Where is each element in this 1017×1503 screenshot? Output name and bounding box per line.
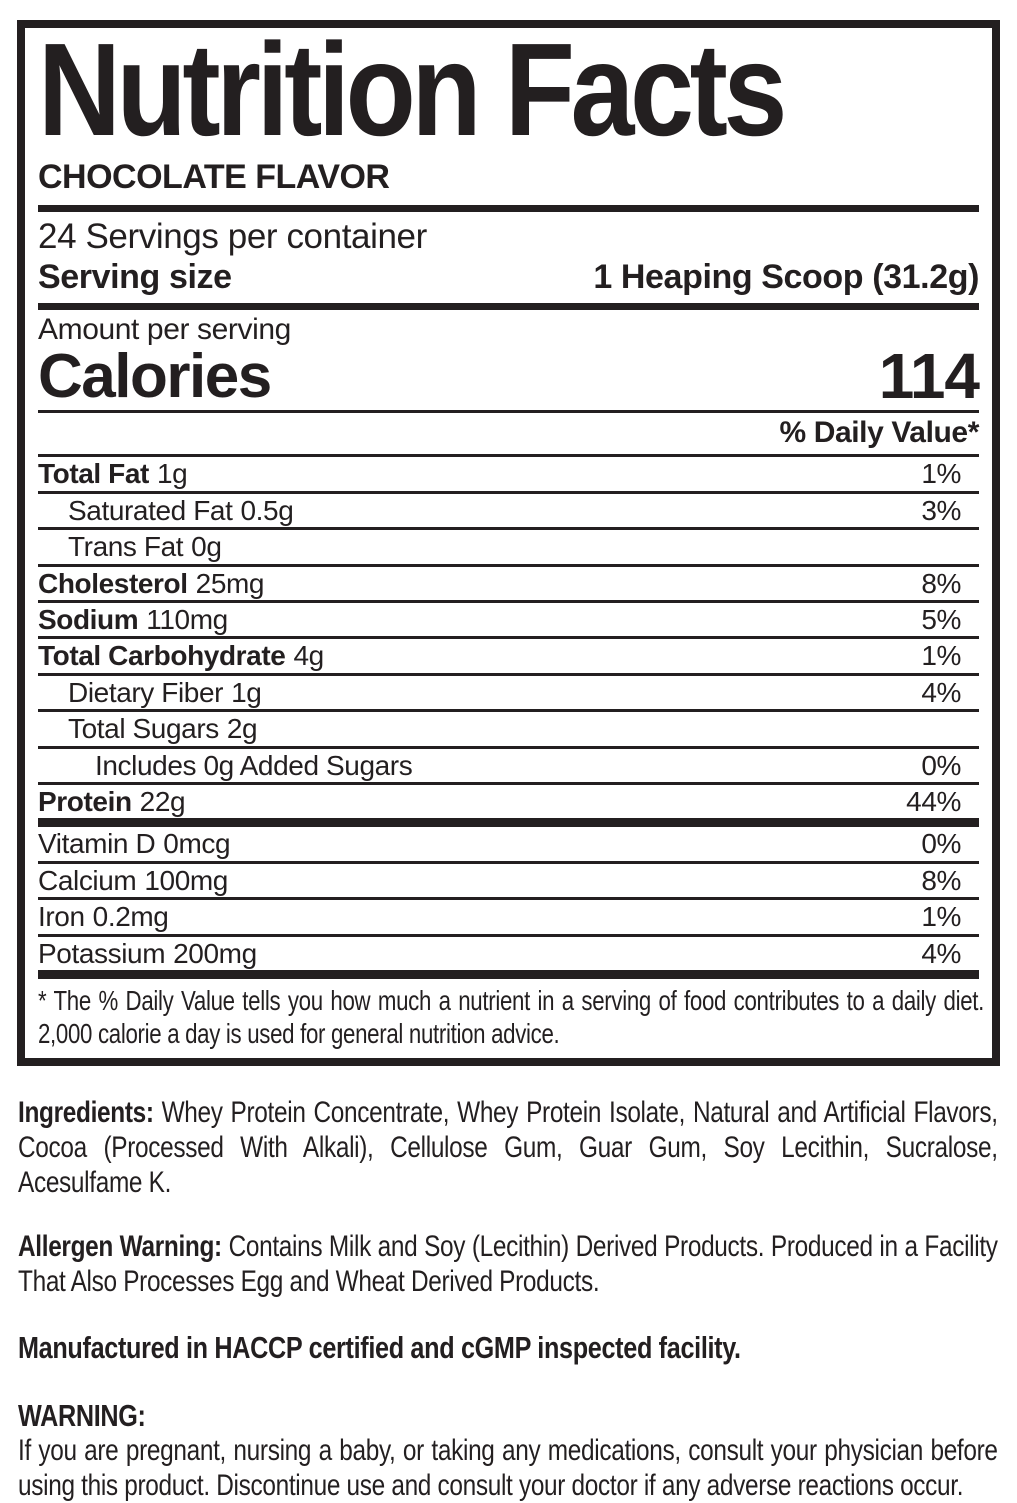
nutrient-dv: 4% bbox=[921, 676, 961, 708]
nutrient-row-total-fat bbox=[38, 457, 979, 493]
vitamin-dv: 4% bbox=[921, 937, 961, 969]
vitamin-row-iron bbox=[38, 900, 979, 936]
ingredients-label: Ingredients: bbox=[18, 1095, 154, 1129]
vitamin-dv: 0% bbox=[921, 828, 961, 860]
manufactured-note: Manufactured in HACCP certified and cGMP inspected facility. bbox=[18, 1329, 741, 1365]
flavor-subtitle: CHOCOLATE FLAVOR bbox=[38, 158, 390, 196]
vitamin-row-potassium bbox=[38, 937, 979, 970]
nutrient-row-sodium bbox=[38, 603, 979, 639]
ingredients-paragraph bbox=[18, 1096, 998, 1200]
nutrient-rows bbox=[38, 457, 979, 818]
warning-block bbox=[18, 1397, 999, 1503]
nutrient-dv: 1% bbox=[921, 640, 961, 672]
nutrient-amount: 4g bbox=[293, 640, 324, 672]
vitamin-name: Iron bbox=[38, 901, 85, 933]
serving-size-value: 1 Heaping Scoop (31.2g) bbox=[593, 258, 979, 297]
nutrient-name: Includes 0g Added Sugars bbox=[95, 749, 413, 781]
nutrient-name: Sodium bbox=[38, 604, 139, 635]
nutrient-dv: 0% bbox=[921, 749, 961, 781]
section-divider-thick bbox=[38, 970, 979, 979]
vitamin-rows bbox=[38, 827, 979, 970]
nutrient-name: Dietary Fiber bbox=[68, 676, 224, 708]
calories-row bbox=[38, 339, 979, 412]
nutrient-amount: 1g bbox=[156, 458, 188, 490]
warning-heading: WARNING: bbox=[18, 1397, 146, 1433]
allergen-text: Contains Milk and Soy (Lecithin) Derived Products. Produced in a Facility That Also Processes Egg and Wheat Derived Products. bbox=[18, 1230, 998, 1299]
ingredients-text: Whey Protein Concentrate, Whey Protein Isolate, Natural and Artificial Flavors, Cocoa (Processed With Alkali), Cellulose Gum, Guar Gum, Soy Lecithin, Sucralose, Acesulfame K. bbox=[18, 1095, 998, 1199]
vitamin-row-vitamin-d bbox=[38, 827, 979, 863]
section-divider-medium bbox=[38, 205, 979, 212]
nutrient-dv: 1% bbox=[921, 458, 961, 490]
calories-label: Calories bbox=[38, 341, 271, 411]
nutrient-row-cholesterol bbox=[38, 567, 979, 603]
amount-per-serving-label: Amount per serving bbox=[38, 312, 291, 346]
nutrient-amount: 0.5g bbox=[240, 494, 294, 526]
vitamin-amount: 200mg bbox=[173, 937, 257, 969]
supplement-info-section bbox=[18, 1096, 999, 1503]
section-divider-medium bbox=[38, 303, 979, 310]
vitamin-amount: 0mcg bbox=[163, 828, 231, 860]
daily-value-header: % Daily Value* bbox=[38, 413, 979, 457]
warning-text: If you are pregnant, nursing a baby, or taking any medications, consult your physician before using this product. Discontinue use and consult your doctor if any adverse reactions occur. bbox=[18, 1433, 998, 1502]
nutrient-dv: 3% bbox=[921, 494, 961, 526]
vitamin-dv: 8% bbox=[921, 864, 961, 896]
nutrient-amount: 110mg bbox=[146, 604, 228, 635]
nutrient-amount: 0g bbox=[191, 531, 222, 563]
vitamin-name: Calcium bbox=[38, 864, 137, 896]
nutrient-name: Saturated Fat bbox=[68, 494, 233, 526]
nutrition-facts-title bbox=[38, 16, 979, 163]
nutrient-row-saturated-fat bbox=[38, 494, 979, 530]
nutrition-facts-title-text: Nutrition Facts bbox=[38, 16, 784, 163]
serving-size-row bbox=[38, 259, 979, 296]
nutrient-amount: 2g bbox=[226, 713, 258, 745]
vitamin-dv: 1% bbox=[921, 901, 961, 933]
section-divider-thick bbox=[38, 818, 979, 827]
vitamin-amount: 100mg bbox=[144, 864, 228, 896]
nutrient-row-protein bbox=[38, 785, 979, 818]
nutrient-name: Protein bbox=[38, 785, 132, 817]
serving-size-label: Serving size bbox=[38, 258, 232, 297]
nutrient-amount: 25mg bbox=[195, 567, 265, 599]
nutrient-dv: 8% bbox=[921, 567, 961, 599]
servings-per-container: 24 Servings per container bbox=[38, 217, 427, 256]
calories-value: 114 bbox=[878, 339, 979, 412]
vitamin-name: Vitamin D bbox=[38, 828, 156, 860]
nutrient-dv: 44% bbox=[906, 785, 961, 817]
nutrient-dv: 5% bbox=[921, 604, 961, 635]
nutrient-name: Total Sugars bbox=[68, 713, 219, 745]
nutrient-row-trans-fat bbox=[38, 530, 979, 566]
vitamin-name: Potassium bbox=[38, 937, 166, 969]
nutrient-row-total-carbohydrate bbox=[38, 639, 979, 675]
nutrient-name: Trans Fat bbox=[68, 531, 184, 563]
vitamin-amount: 0.2mg bbox=[92, 901, 169, 933]
nutrient-name: Total Fat bbox=[38, 458, 149, 490]
nutrient-name: Cholesterol bbox=[38, 567, 188, 599]
nutrient-row-total-sugars bbox=[38, 712, 979, 748]
nutrient-row-added-sugars bbox=[38, 749, 979, 785]
allergen-paragraph bbox=[18, 1230, 998, 1300]
allergen-label: Allergen Warning: bbox=[18, 1230, 222, 1264]
nutrient-amount: 1g bbox=[231, 676, 262, 708]
vitamin-row-calcium bbox=[38, 864, 979, 900]
nutrient-amount: 22g bbox=[139, 785, 186, 817]
nutrient-name: Total Carbohydrate bbox=[38, 640, 286, 672]
nutrient-row-dietary-fiber bbox=[38, 676, 979, 712]
nutrition-facts-panel bbox=[17, 16, 1000, 1066]
daily-value-footnote: * The % Daily Value tells you how much a nutrient in a serving of food contributes to a daily diet. 2,000 calorie a day is used for general nutrition advice. bbox=[38, 984, 985, 1049]
